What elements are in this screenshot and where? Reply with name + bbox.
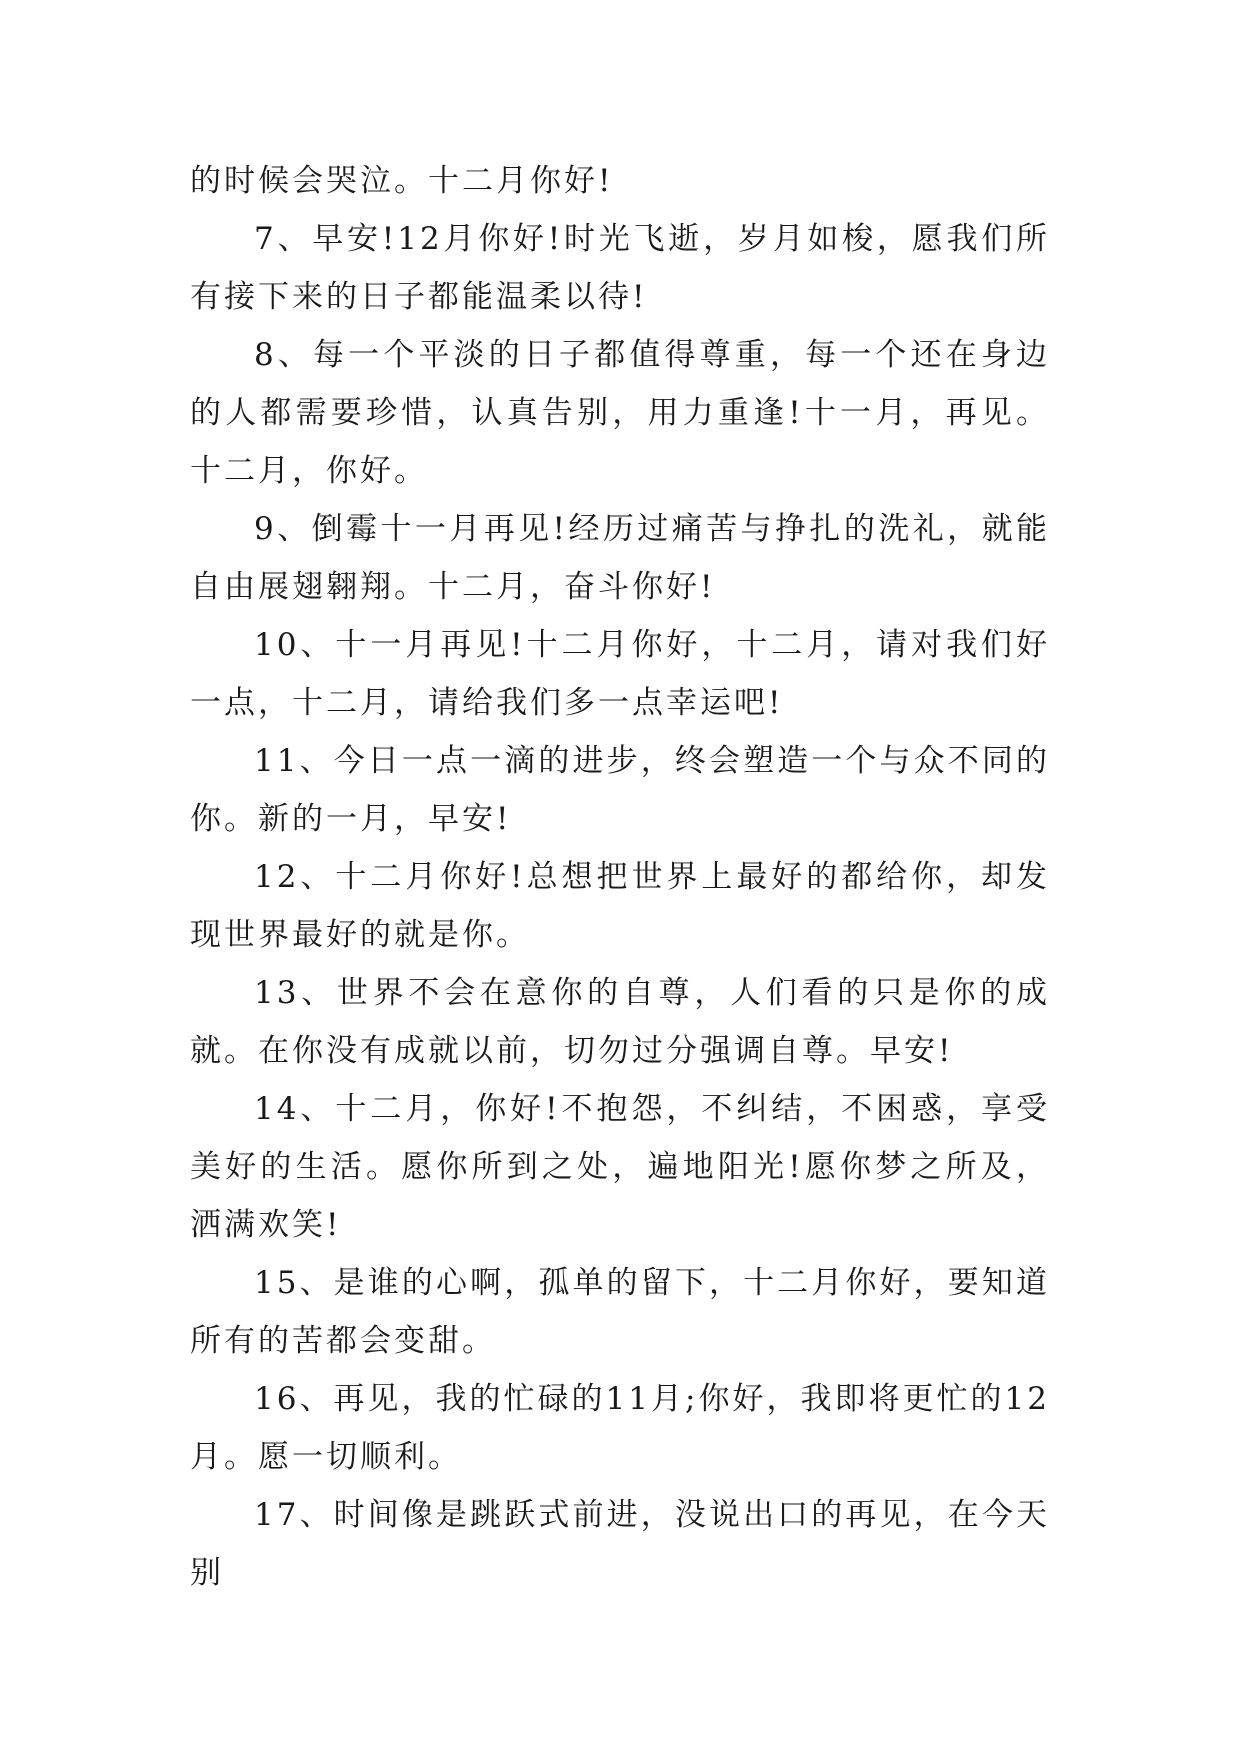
paragraph: 的时候会哭泣。十二月你好!	[190, 163, 614, 199]
paragraph: 10、十一月再见!十二月你好，十二月，请对我们好一点，十二月，请给我们多一点幸运吧!	[190, 627, 1050, 721]
paragraph: 15、是谁的心啊，孤单的留下，十二月你好，要知道所有的苦都会变甜。	[190, 1265, 1050, 1359]
paragraph: 14、十二月，你好!不抱怨，不纠结，不困惑，享受美好的生活。愿你所到之处，遍地阳光!愿你梦之所及，洒满欢笑!	[190, 1091, 1050, 1243]
paragraph: 17、时间像是跳跃式前进，没说出口的再见，在今天别	[190, 1497, 1050, 1591]
paragraph: 13、世界不会在意你的自尊，人们看的只是你的成就。在你没有成就以前，切勿过分强调自尊。早安!	[190, 975, 1050, 1069]
paragraph: 11、今日一点一滴的进步，终会塑造一个与众不同的你。新的一月，早安!	[190, 743, 1050, 837]
paragraph: 9、倒霉十一月再见!经历过痛苦与挣扎的洗礼，就能自由展翅翱翔。十二月，奋斗你好!	[190, 511, 1050, 605]
paragraph: 7、早安!12月你好!时光飞逝，岁月如梭，愿我们所有接下来的日子都能温柔以待!	[190, 221, 1050, 315]
paragraph: 16、再见，我的忙碌的11月;你好，我即将更忙的12月。愿一切顺利。	[190, 1381, 1050, 1475]
paragraph: 8、每一个平淡的日子都值得尊重，每一个还在身边的人都需要珍惜，认真告别，用力重逢!十一月，再见。十二月，你好。	[190, 337, 1050, 489]
document-body	[190, 152, 1050, 1602]
paragraph: 12、十二月你好!总想把世界上最好的都给你，却发现世界最好的就是你。	[190, 859, 1050, 953]
